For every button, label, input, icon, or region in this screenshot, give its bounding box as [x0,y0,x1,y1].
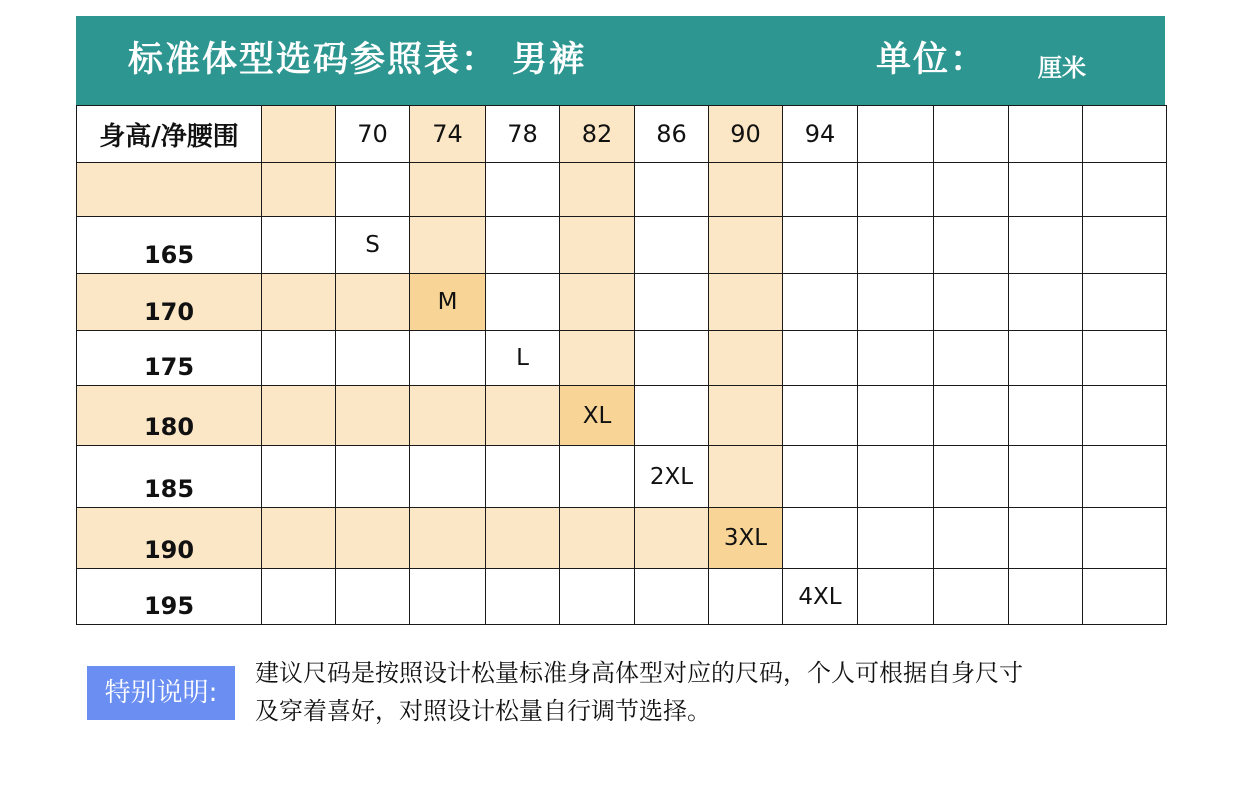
waist-header-row [77,106,1167,163]
grid-cell [560,331,635,386]
grid-cell [783,508,858,569]
grid-cell [709,331,783,386]
grid-cell [486,386,560,446]
height-row [77,508,1167,569]
grid-cell [410,331,486,386]
grid-cell [934,217,1009,274]
grid-cell [635,331,709,386]
grid-cell [410,569,486,625]
size-cell: 4XL [783,569,858,625]
grid-cell [560,446,635,508]
grid-cell [934,331,1009,386]
grid-cell [486,217,560,274]
size-cell: 3XL [709,508,783,569]
grid-cell [262,274,336,331]
grid-cell [635,569,709,625]
grid-cell [709,446,783,508]
waist-header-cell: 70 [336,106,410,163]
grid-cell [635,163,709,217]
grid-cell [336,386,410,446]
grid-cell [486,446,560,508]
size-cell: S [336,217,410,274]
height-label: 180 [77,386,262,446]
grid-cell [410,508,486,569]
waist-header-cell [934,106,1009,163]
grid-cell [1083,508,1167,569]
grid-cell [410,446,486,508]
grid-cell [262,446,336,508]
grid-cell [336,508,410,569]
grid-cell [1009,446,1083,508]
grid-cell [1083,274,1167,331]
grid-cell [858,508,934,569]
grid-cell [262,508,336,569]
note-text [255,654,1155,730]
note-badge: 特别说明: [87,666,235,720]
grid-cell [1083,569,1167,625]
grid-cell [262,569,336,625]
grid-cell [560,217,635,274]
grid-cell [1009,163,1083,217]
grid-cell [560,508,635,569]
grid-cell [934,163,1009,217]
grid-cell [858,331,934,386]
grid-cell [635,217,709,274]
grid-cell [709,569,783,625]
grid-cell [709,217,783,274]
chart-header [76,16,1165,105]
grid-cell [410,386,486,446]
grid-cell [1009,508,1083,569]
grid-cell [858,274,934,331]
unit-value: 厘米 [1038,54,1086,82]
grid-cell [709,274,783,331]
grid-cell [486,508,560,569]
grid-cell [1083,331,1167,386]
grid-cell [336,446,410,508]
grid-cell [635,386,709,446]
grid-cell [783,217,858,274]
grid-cell [560,569,635,625]
height-label: 190 [77,508,262,569]
grid-cell [783,386,858,446]
height-row [77,217,1167,274]
grid-cell [858,386,934,446]
height-row [77,446,1167,508]
grid-cell [783,274,858,331]
grid-cell [410,217,486,274]
grid-cell [858,217,934,274]
grid-cell [858,163,934,217]
grid-cell [336,163,410,217]
grid-cell [1009,569,1083,625]
grid-cell [1083,446,1167,508]
size-chart-table [76,105,1167,625]
grid-cell [934,446,1009,508]
waist-header-cell: 74 [410,106,486,163]
grid-cell [336,331,410,386]
grid-cell [934,508,1009,569]
grid-cell [560,163,635,217]
chart-title: 标准体型选码参照表： 男裤 [128,40,587,80]
height-label: 165 [77,217,262,274]
grid-cell [262,386,336,446]
grid-cell [1083,386,1167,446]
grid-cell [709,386,783,446]
grid-cell [858,569,934,625]
grid-cell [262,331,336,386]
grid-cell [934,569,1009,625]
grid-cell [783,331,858,386]
corner-label: 身高/净腰围 [77,106,262,163]
size-cell: M [410,274,486,331]
note-line-2: 及穿着喜好，对照设计松量自行调节选择。 [255,697,711,725]
grid-cell [709,163,783,217]
height-row [77,163,1167,217]
grid-cell [336,569,410,625]
size-cell: 2XL [635,446,709,508]
grid-cell [1009,274,1083,331]
waist-header-cell: 90 [709,106,783,163]
size-cell: XL [560,386,635,446]
grid-cell [560,274,635,331]
height-label: 185 [77,446,262,508]
waist-header-cell: 86 [635,106,709,163]
grid-cell [783,163,858,217]
grid-cell [336,274,410,331]
grid-cell [262,217,336,274]
waist-header-cell: 82 [560,106,635,163]
grid-cell [1083,163,1167,217]
waist-header-cell: 78 [486,106,560,163]
grid-cell [486,274,560,331]
waist-header-cell [1009,106,1083,163]
waist-header-cell [1083,106,1167,163]
grid-cell [1009,217,1083,274]
height-label: 195 [77,569,262,625]
grid-cell [783,446,858,508]
height-label: 170 [77,274,262,331]
grid-cell [1009,386,1083,446]
grid-cell [635,508,709,569]
grid-cell [858,446,934,508]
note-line-1: 建议尺码是按照设计松量标准身高体型对应的尺码，个人可根据自身尺寸 [255,659,1023,687]
height-row [77,331,1167,386]
unit-label: 单位： [876,40,988,80]
grid-cell [486,163,560,217]
height-label [77,163,262,217]
height-row [77,386,1167,446]
grid-cell [934,274,1009,331]
grid-cell [934,386,1009,446]
grid-cell [410,163,486,217]
grid-cell [635,274,709,331]
waist-header-cell: 94 [783,106,858,163]
size-cell: L [486,331,560,386]
waist-header-cell [262,106,336,163]
grid-cell [1009,331,1083,386]
height-row [77,569,1167,625]
grid-cell [1083,217,1167,274]
waist-header-cell [858,106,934,163]
height-row [77,274,1167,331]
height-label: 175 [77,331,262,386]
grid-cell [486,569,560,625]
grid-cell [262,163,336,217]
